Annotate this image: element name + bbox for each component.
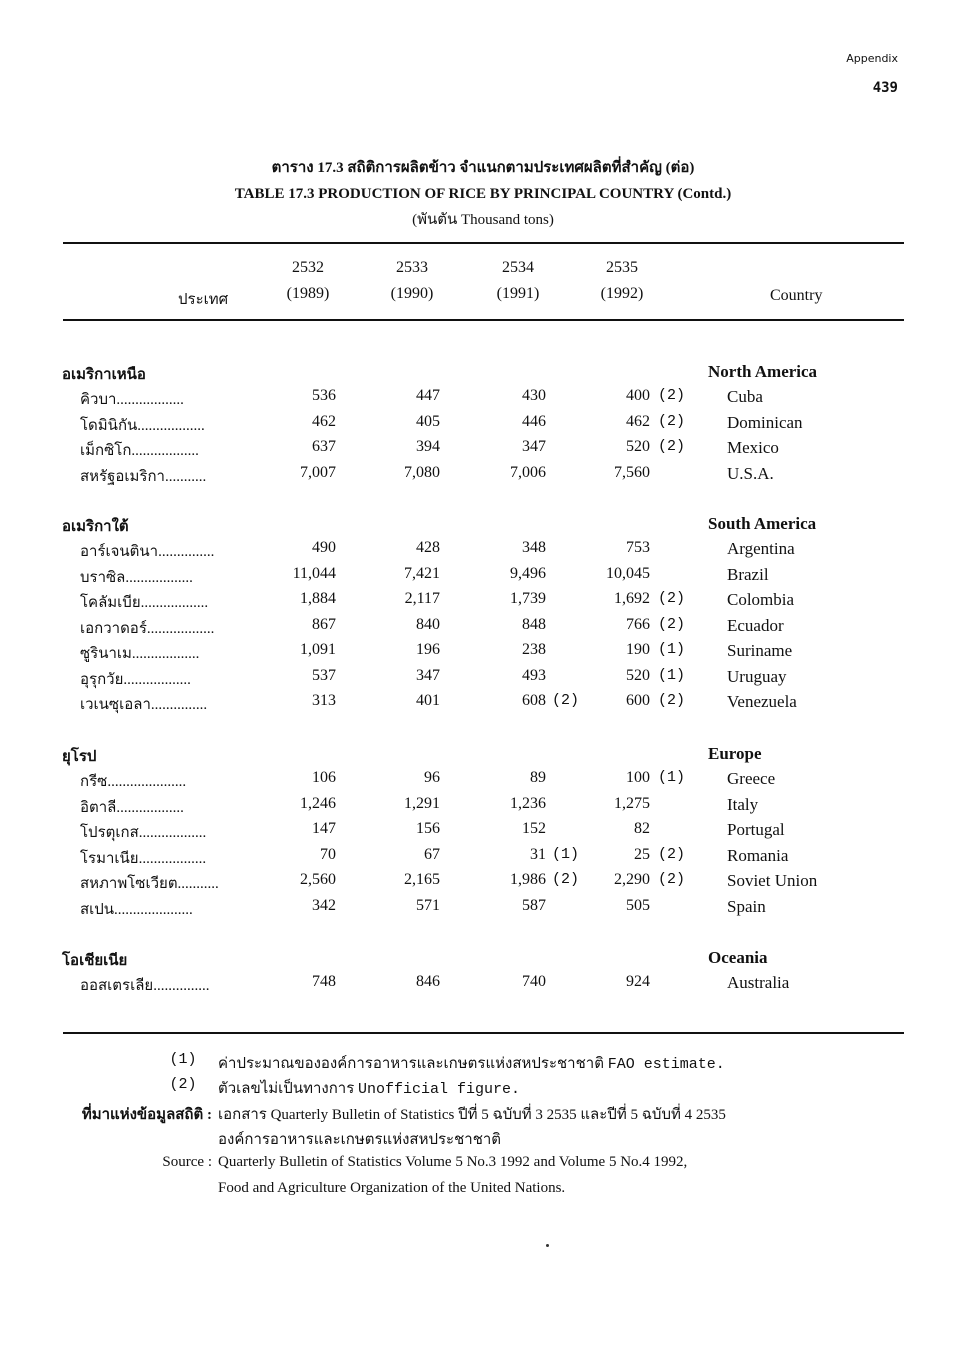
year-header-be: 2535 — [606, 259, 638, 276]
value-cell: 7,560 — [614, 463, 650, 481]
table-row — [0, 438, 966, 462]
value-cell: 537 — [312, 666, 336, 684]
value-cell: 196 — [416, 641, 440, 658]
value-cell: 1,291 — [404, 794, 440, 812]
running-header-section: Appendix — [846, 52, 898, 65]
country-name-english: Suriname — [727, 641, 793, 660]
table-row — [0, 820, 966, 844]
value-cell: 766 — [626, 615, 650, 633]
region-heading-thai: โอเชียเนีย — [62, 953, 128, 969]
table-row — [0, 846, 966, 870]
source-english-label: Source : — [162, 1154, 212, 1170]
value-cell: 7,007 — [300, 463, 336, 481]
footnote-1-thai: ค่าประมาณขององค์การอาหารและเกษตรแห่งสหประชาชาติ — [218, 1056, 604, 1072]
table-row — [0, 641, 966, 665]
footnote-ref: (2) — [658, 438, 686, 455]
value-cell: 106 — [312, 769, 336, 786]
value-cell: 67 — [424, 845, 440, 863]
region-heading-english: North America — [708, 362, 818, 381]
footnote-ref: (2) — [658, 615, 686, 633]
value-cell: 401 — [416, 692, 440, 709]
value-cell: 347 — [416, 666, 440, 684]
footnote-ref: (2) — [658, 845, 686, 863]
table-row — [0, 413, 966, 437]
year-header-be: 2534 — [502, 259, 534, 276]
source-thai-label: ที่มาแห่งข้อมูลสถิติ : — [81, 1107, 212, 1123]
footnote-2-english: Unofficial figure. — [358, 1081, 521, 1098]
country-name-thai: คิวบา.................. — [80, 392, 184, 408]
value-cell: 740 — [522, 973, 546, 990]
value-cell: 7,421 — [404, 564, 440, 582]
value-cell: 1,246 — [300, 794, 336, 812]
country-name-english: Argentina — [727, 539, 795, 558]
table-bottom-rule — [63, 1032, 904, 1034]
table-row — [0, 769, 966, 793]
value-cell: 89 — [530, 769, 546, 786]
country-name-thai: ออสเตรเลีย............... — [80, 978, 210, 994]
footnote-ref: (2) — [658, 387, 686, 404]
footnote-1-mark: (1) — [169, 1051, 197, 1068]
country-name-english: Portugal — [727, 820, 785, 839]
value-cell: 428 — [416, 539, 440, 556]
footnote-ref: (2) — [658, 692, 686, 709]
value-cell: 462 — [312, 412, 336, 430]
footnote-1-english: FAO estimate. — [607, 1056, 725, 1073]
value-cell: 342 — [312, 896, 336, 914]
value-cell: 190 — [626, 641, 650, 658]
table-title-english: TABLE 17.3 PRODUCTION OF RICE BY PRINCIPAL COUNTRY (Contd.) — [234, 186, 732, 202]
year-header-be: 2533 — [396, 259, 428, 276]
table-row — [0, 565, 966, 589]
region-heading-thai: อเมริกาใต้ — [62, 519, 129, 535]
year-header-ad: (1989) — [286, 285, 330, 302]
table-titles — [0, 155, 966, 233]
country-name-thai: สเปน..................... — [80, 901, 193, 918]
column-header-country: Country — [770, 287, 823, 304]
footnote-ref: (2) — [658, 871, 686, 888]
table-title-thai: ตาราง 17.3 สถิติการผลิตข้าว จำแนกตามประเทศผลิตที่สำคัญ (ต่อ) — [271, 160, 695, 176]
value-cell: 147 — [312, 820, 336, 837]
value-cell: 2,117 — [404, 590, 440, 607]
country-name-thai: เวเนซุเอลา............... — [80, 697, 208, 713]
country-name-thai: สหภาพโซเวียต........... — [80, 876, 219, 892]
value-cell: 848 — [522, 615, 546, 633]
value-cell: 536 — [312, 387, 336, 404]
country-name-english: Dominican — [727, 412, 803, 432]
country-name-english: Uruguay — [727, 666, 787, 686]
region-heading-english: Europe — [708, 744, 762, 763]
value-cell: 70 — [320, 845, 336, 863]
country-name-english: Australia — [727, 973, 790, 992]
value-cell: 394 — [416, 438, 440, 455]
value-cell: 1,986 — [510, 871, 546, 888]
country-name-thai: เอกวาดอร์.................. — [80, 620, 215, 637]
country-name-thai: โดมินิกัน.................. — [80, 417, 205, 434]
value-cell: 31 — [530, 845, 546, 863]
value-cell: 505 — [626, 896, 650, 914]
table-row — [0, 539, 966, 563]
table-row — [0, 973, 966, 997]
table-row — [0, 464, 966, 488]
value-cell: 82 — [634, 820, 650, 837]
footnote-ref: (2) — [552, 692, 580, 709]
country-name-english: Brazil — [727, 564, 769, 584]
value-cell: 490 — [312, 539, 336, 556]
country-name-thai: โคลัมเบีย.................. — [80, 595, 209, 611]
value-cell: 100 — [626, 769, 650, 786]
value-cell: 2,165 — [404, 871, 440, 888]
value-cell: 347 — [522, 438, 546, 455]
country-name-english: Italy — [727, 794, 759, 814]
source-thai-line-1: เอกสาร Quarterly Bulletin of Statistics ปีที่ 5 ฉบับที่ 3 2535 และปีที่ 5 ฉบับที่ 4 2535 — [218, 1107, 726, 1123]
country-name-english: Colombia — [727, 590, 795, 609]
year-header-be: 2532 — [292, 259, 324, 276]
footnote-ref: (1) — [658, 666, 686, 684]
value-cell: 520 — [626, 438, 650, 455]
table-top-rule — [63, 242, 904, 244]
country-name-english: Ecuador — [727, 615, 784, 635]
footnote-ref: (1) — [552, 845, 580, 863]
value-cell: 400 — [626, 387, 650, 404]
country-name-english: Spain — [727, 896, 766, 916]
value-cell: 7,006 — [510, 463, 546, 481]
value-cell: 2,560 — [300, 871, 336, 888]
country-name-thai: บราซิล.................. — [80, 569, 193, 586]
footnote-2-thai: ตัวเลขไม่เป็นทางการ — [218, 1081, 355, 1097]
value-cell: 1,884 — [300, 590, 336, 607]
value-cell: 1,275 — [614, 794, 650, 812]
source-english-line-1: Quarterly Bulletin of Statistics Volume 5 No.3 1992 and Volume 5 No.4 1992, — [218, 1154, 688, 1170]
table-row — [0, 871, 966, 895]
value-cell: 520 — [626, 666, 650, 684]
value-cell: 313 — [312, 692, 336, 709]
table-row — [0, 387, 966, 411]
value-cell: 924 — [626, 973, 650, 990]
value-cell: 11,044 — [292, 564, 336, 582]
table-unit: (พันตัน Thousand tons) — [412, 212, 554, 228]
value-cell: 348 — [522, 539, 546, 556]
value-cell: 846 — [416, 973, 440, 990]
value-cell: 238 — [522, 641, 546, 658]
region-heading-thai: ยุโรป — [62, 749, 97, 765]
value-cell: 587 — [522, 896, 546, 914]
value-cell: 600 — [626, 692, 650, 709]
country-name-thai: กรีซ..................... — [80, 774, 187, 790]
footnote-ref: (2) — [552, 871, 580, 888]
country-name-thai: โปรตุเกส.................. — [80, 825, 207, 841]
value-cell: 748 — [312, 973, 336, 990]
region-heading-english: Oceania — [708, 948, 768, 967]
table-row — [0, 590, 966, 614]
country-name-english: Romania — [727, 845, 789, 865]
footnote-1 — [218, 1051, 725, 1075]
column-header-thai: ประเทศ — [178, 292, 229, 308]
value-cell: 405 — [416, 412, 440, 430]
value-cell: 156 — [416, 820, 440, 837]
footnote-2-mark: (2) — [169, 1076, 197, 1093]
value-cell: 753 — [626, 539, 650, 556]
value-cell: 152 — [522, 820, 546, 837]
value-cell: 7,080 — [404, 463, 440, 481]
table-row — [0, 692, 966, 716]
value-cell: 608 — [522, 692, 546, 709]
year-header-ad: (1990) — [390, 285, 434, 302]
value-cell: 447 — [416, 387, 440, 404]
country-name-english: Soviet Union — [727, 871, 818, 890]
country-name-english: Mexico — [727, 438, 779, 457]
country-name-thai: อุรุกวัย.................. — [80, 671, 191, 688]
country-name-english: Cuba — [727, 387, 763, 406]
value-cell: 1,739 — [510, 590, 546, 607]
value-cell: 9,496 — [510, 564, 546, 582]
region-heading-english: South America — [708, 514, 817, 533]
footnote-2 — [218, 1076, 520, 1100]
year-header-ad: (1991) — [496, 285, 540, 302]
value-cell: 446 — [522, 412, 546, 430]
value-cell: 25 — [634, 845, 650, 863]
footnote-ref: (2) — [658, 412, 686, 430]
value-cell: 571 — [416, 896, 440, 914]
region-heading-thai: อเมริกาเหนือ — [62, 367, 146, 383]
country-name-thai: เม็กซิโก.................. — [80, 443, 199, 459]
page-number: 439 — [872, 80, 898, 96]
footnote-ref: (2) — [658, 590, 686, 607]
value-cell: 1,692 — [614, 590, 650, 607]
value-cell: 10,045 — [606, 564, 650, 582]
table-row — [0, 795, 966, 819]
table-row — [0, 667, 966, 691]
value-cell: 840 — [416, 615, 440, 633]
value-cell: 493 — [522, 666, 546, 684]
value-cell: 96 — [424, 769, 440, 786]
value-cell: 867 — [312, 615, 336, 633]
table-header-rule — [63, 319, 904, 321]
country-name-thai: อาร์เจนตินา............... — [80, 544, 215, 560]
country-name-thai: โรมาเนีย.................. — [80, 850, 207, 867]
table-row — [0, 616, 966, 640]
country-name-english: U.S.A. — [727, 463, 774, 483]
value-cell: 637 — [312, 438, 336, 455]
country-name-english: Greece — [727, 769, 776, 788]
country-name-thai: ซูรินาเม.................. — [80, 646, 200, 662]
footnote-ref: (1) — [658, 769, 686, 786]
source-english-line-2: Food and Agriculture Organization of the United Nations. — [218, 1180, 566, 1196]
value-cell: 1,091 — [300, 641, 336, 658]
scan-speck — [546, 1244, 549, 1247]
year-header-ad: (1992) — [600, 285, 644, 302]
value-cell: 1,236 — [510, 794, 546, 812]
value-cell: 2,290 — [614, 871, 650, 888]
table-row — [0, 897, 966, 921]
value-cell: 430 — [522, 387, 546, 404]
country-name-thai: อิตาลี.................. — [80, 799, 184, 816]
footnote-ref: (1) — [658, 641, 686, 658]
country-name-thai: สหรัฐอเมริกา........... — [80, 468, 207, 485]
value-cell: 462 — [626, 412, 650, 430]
country-name-english: Venezuela — [727, 692, 797, 711]
source-thai-line-2: องค์การอาหารและเกษตรแห่งสหประชาชาติ — [218, 1132, 502, 1148]
